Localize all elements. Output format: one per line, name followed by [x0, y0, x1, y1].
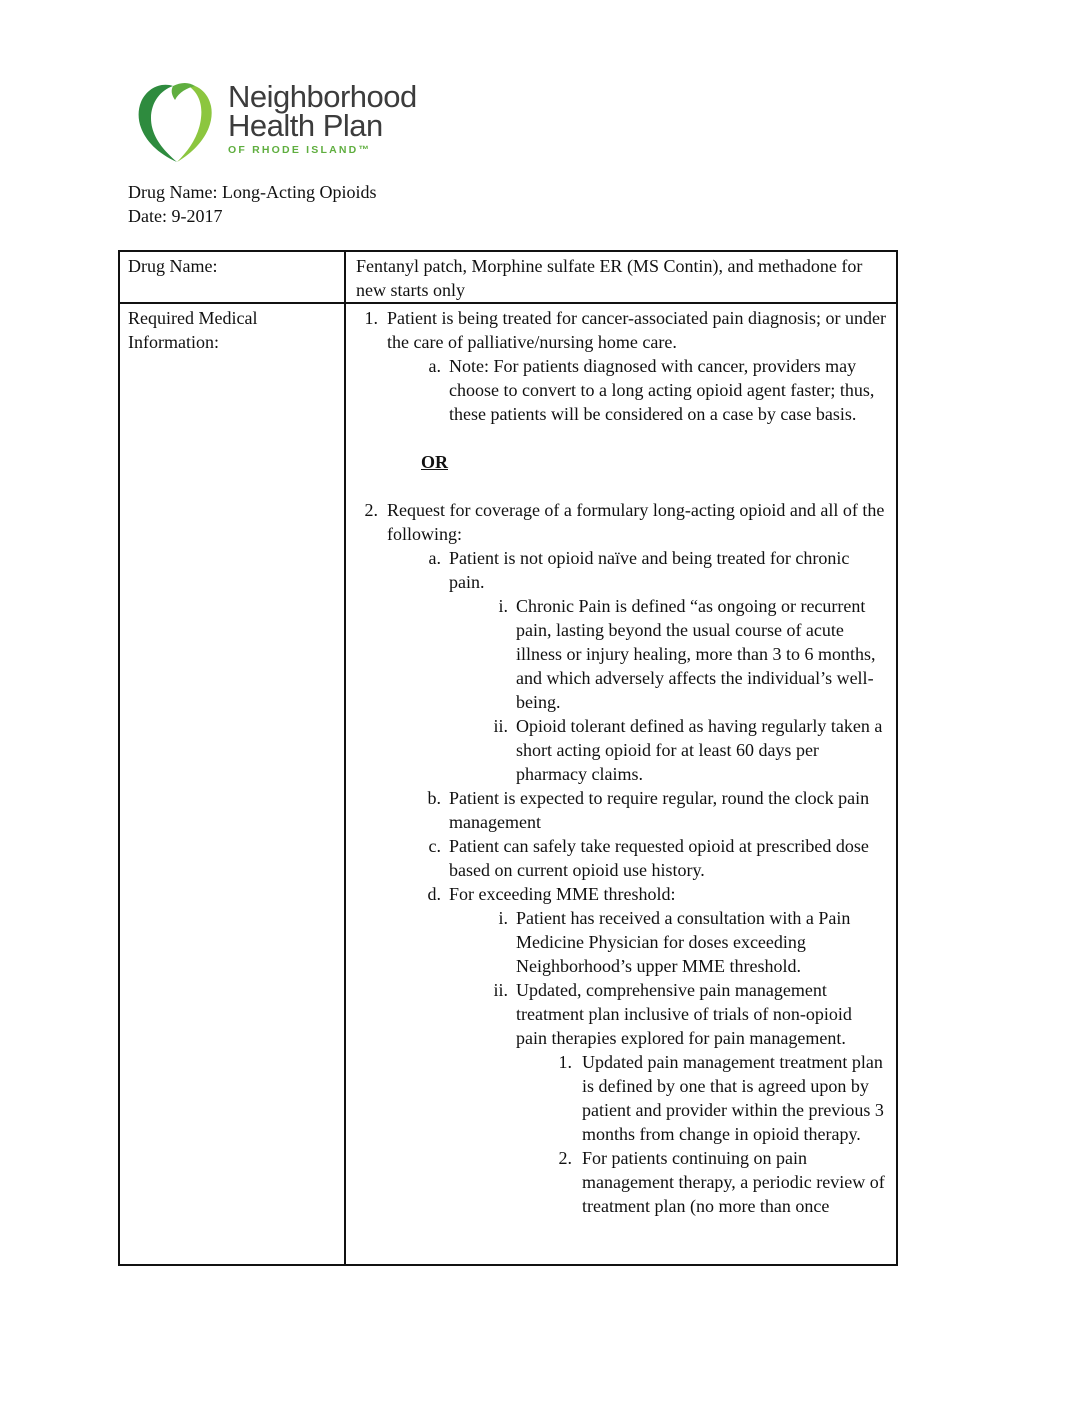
list-item: ii. Updated, comprehensive pain management treatment plan inclusive of trials of non-opioid pain therapies explored for pain management.: [493, 980, 852, 1048]
list-item: a. Patient is not opioid naïve and being treated for chronic pain.: [428, 548, 850, 592]
list-item: 1. Updated pain management treatment plan is defined by one that is agreed upon by patient and provider within the previous 3 months from change in opioid therapy.: [558, 1052, 884, 1144]
list-item: i. Patient has received a consultation with a Pain Medicine Physician for doses exceeding Neighborhood’s upper MME threshold.: [498, 908, 851, 976]
logo-line-2: Health Plan: [228, 108, 383, 143]
logo-line-1: Neighborhood: [228, 79, 417, 114]
drug-name-row: [119, 251, 897, 303]
date-line: Date: 9-2017: [128, 206, 223, 226]
logo-line-3: OF RHODE ISLAND™: [228, 144, 372, 156]
document-header: [128, 180, 376, 228]
leaf-swirl-logo-icon: [131, 78, 223, 168]
drug-name-label: Drug Name:: [119, 251, 345, 303]
list-item: c. Patient can safely take requested opioid at prescribed dose based on current opioid use history.: [428, 836, 869, 880]
company-logo: [131, 78, 431, 168]
list-item: a. Note: For patients diagnosed with cancer, providers may choose to convert to a long acting opioid agent faster; thus, these patients will be considered on a case by case basis.: [428, 356, 875, 424]
required-info-label: Required Medical Information:: [119, 303, 345, 1265]
drug-name-line: Drug Name: Long-Acting Opioids: [128, 182, 377, 202]
list-item: 2. For patients continuing on pain management therapy, a periodic review of treatment plan (no more than once: [558, 1148, 885, 1216]
list-item: b. Patient is expected to require regular, round the clock pain management: [427, 788, 870, 832]
list-item: 2. Request for coverage of a formulary long-acting opioid and all of the following:: [364, 500, 885, 544]
required-info-row: [119, 303, 897, 1265]
drug-name-value: Fentanyl patch, Morphine sulfate ER (MS Contin), and methadone for new starts only: [345, 251, 897, 303]
list-item: 1. Patient is being treated for cancer-associated pain diagnosis; or under the care of palliative/nursing home care.: [364, 308, 886, 352]
list-item: i. Chronic Pain is defined “as ongoing or recurrent pain, lasting beyond the usual course of acute illness or injury healing, more than 3 to 6 months, and which adversely affects the individual’s well-being.: [498, 596, 876, 712]
list-item: ii. Opioid tolerant defined as having regularly taken a short acting opioid for at least 60 days per pharmacy claims.: [493, 716, 883, 784]
list-item: d. For exceeding MME threshold:: [427, 884, 676, 904]
or-separator: OR: [421, 452, 448, 472]
logo-wordmark: [228, 79, 417, 156]
required-info-content: [345, 303, 897, 1265]
policy-table: [118, 250, 898, 1266]
